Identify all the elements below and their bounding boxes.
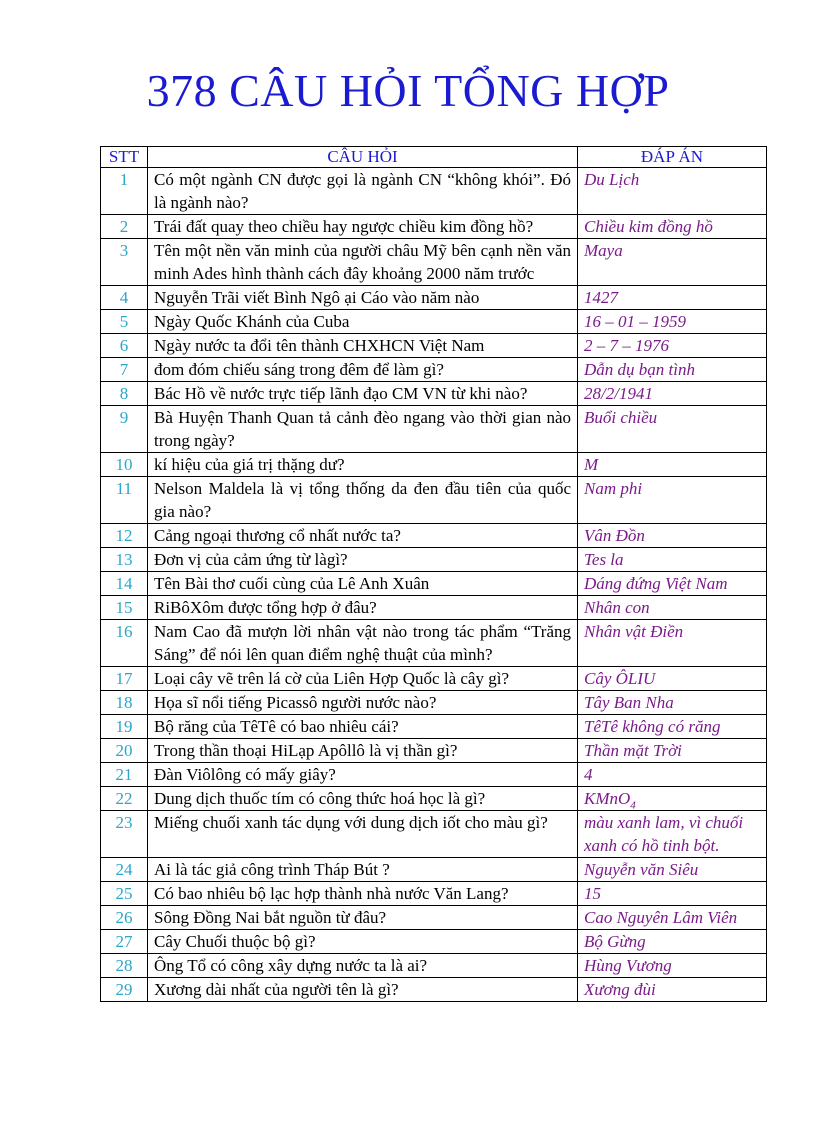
row-number: 15 xyxy=(101,596,148,620)
answer-cell: Nhân vật Điền xyxy=(578,620,767,667)
answer-cell: 16 – 01 – 1959 xyxy=(578,310,767,334)
answer-cell: Thần mặt Trời xyxy=(578,739,767,763)
table-row xyxy=(101,572,767,596)
table-row xyxy=(101,239,767,286)
row-number: 26 xyxy=(101,906,148,930)
table-header-row xyxy=(101,147,767,168)
table-row xyxy=(101,334,767,358)
table-row xyxy=(101,596,767,620)
answer-cell: 1427 xyxy=(578,286,767,310)
table-row xyxy=(101,882,767,906)
question-cell: Ngày nước ta đổi tên thành CHXHCN Việt Nam xyxy=(148,334,578,358)
question-cell: Ông Tổ có công xây dựng nước ta là ai? xyxy=(148,954,578,978)
question-cell: Đơn vị của cảm ứng từ làgì? xyxy=(148,548,578,572)
row-number: 28 xyxy=(101,954,148,978)
row-number: 17 xyxy=(101,667,148,691)
question-table xyxy=(100,146,767,1002)
table-row xyxy=(101,811,767,858)
answer-cell xyxy=(578,787,767,811)
question-cell: Cây Chuối thuộc bộ gì? xyxy=(148,930,578,954)
row-number: 10 xyxy=(101,453,148,477)
table-row xyxy=(101,954,767,978)
answer-cell: Xương đùi xyxy=(578,978,767,1002)
question-cell: Trái đất quay theo chiều hay ngược chiều kim đồng hồ? xyxy=(148,215,578,239)
row-number: 11 xyxy=(101,477,148,524)
header-answer: ĐÁP ÁN xyxy=(578,147,767,168)
question-cell: Họa sĩ nổi tiếng Picassô người nước nào? xyxy=(148,691,578,715)
answer-cell: Dẫn dụ bạn tình xyxy=(578,358,767,382)
row-number: 1 xyxy=(101,168,148,215)
answer-cell: 4 xyxy=(578,763,767,787)
question-cell: Nelson Maldela là vị tổng thống da đen đầu tiên của quốc gia nào? xyxy=(148,477,578,524)
answer-subscript: 4 xyxy=(630,799,636,812)
row-number: 6 xyxy=(101,334,148,358)
table-row xyxy=(101,739,767,763)
row-number: 22 xyxy=(101,787,148,811)
answer-cell: Tây Ban Nha xyxy=(578,691,767,715)
answer-cell: M xyxy=(578,453,767,477)
question-cell: kí hiệu của giá trị thặng dư? xyxy=(148,453,578,477)
row-number: 7 xyxy=(101,358,148,382)
question-cell: Đàn Viôlông có mấy giây? xyxy=(148,763,578,787)
answer-cell: Nam phi xyxy=(578,477,767,524)
row-number: 25 xyxy=(101,882,148,906)
answer-cell: Vân Đồn xyxy=(578,524,767,548)
table-row xyxy=(101,763,767,787)
question-cell: Có một ngành CN được gọi là ngành CN “không khói”. Đó là ngành nào? xyxy=(148,168,578,215)
row-number: 14 xyxy=(101,572,148,596)
table-row xyxy=(101,215,767,239)
answer-cell: 15 xyxy=(578,882,767,906)
header-stt: STT xyxy=(101,147,148,168)
table-row xyxy=(101,667,767,691)
table-row xyxy=(101,978,767,1002)
answer-cell: Hùng Vương xyxy=(578,954,767,978)
table-row xyxy=(101,930,767,954)
row-number: 4 xyxy=(101,286,148,310)
table-row xyxy=(101,453,767,477)
table-row xyxy=(101,548,767,572)
answer-cell: TêTê không có răng xyxy=(578,715,767,739)
row-number: 16 xyxy=(101,620,148,667)
question-cell: Sông Đồng Nai bắt nguồn từ đâu? xyxy=(148,906,578,930)
answer-cell: 28/2/1941 xyxy=(578,382,767,406)
row-number: 8 xyxy=(101,382,148,406)
row-number: 12 xyxy=(101,524,148,548)
question-cell: Tên một nền văn minh của người châu Mỹ bên cạnh nền văn minh Ades hình thành cách đây khoảng 2000 năm trước xyxy=(148,239,578,286)
answer-cell: Maya xyxy=(578,239,767,286)
question-cell: Nguyễn Trãi viết Bình Ngô ại Cáo vào năm nào xyxy=(148,286,578,310)
table-row xyxy=(101,168,767,215)
row-number: 23 xyxy=(101,811,148,858)
table-row xyxy=(101,715,767,739)
page-title: 378 CÂU HỎI TỔNG HỢP xyxy=(146,65,670,116)
row-number: 20 xyxy=(101,739,148,763)
table-row xyxy=(101,858,767,882)
row-number: 3 xyxy=(101,239,148,286)
answer-cell: Chiều kim đồng hồ xyxy=(578,215,767,239)
answer-cell: Cây ÔLIU xyxy=(578,667,767,691)
answer-cell: Du Lịch xyxy=(578,168,767,215)
row-number: 29 xyxy=(101,978,148,1002)
row-number: 27 xyxy=(101,930,148,954)
table-row xyxy=(101,787,767,811)
question-cell: đom đóm chiếu sáng trong đêm để làm gì? xyxy=(148,358,578,382)
answer-cell: Dáng đứng Việt Nam xyxy=(578,572,767,596)
table-row xyxy=(101,406,767,453)
question-cell: Ngày Quốc Khánh của Cuba xyxy=(148,310,578,334)
answer-cell: Nguyễn văn Siêu xyxy=(578,858,767,882)
answer-cell: màu xanh lam, vì chuối xanh có hồ tinh bột. xyxy=(578,811,767,858)
header-question: CÂU HỎI xyxy=(148,147,578,168)
table-row xyxy=(101,358,767,382)
question-cell: RiBôXôm được tổng hợp ở đâu? xyxy=(148,596,578,620)
row-number: 24 xyxy=(101,858,148,882)
question-cell: Xương dài nhất của người tên là gì? xyxy=(148,978,578,1002)
question-cell: Loại cây vẽ trên lá cờ của Liên Hợp Quốc là cây gì? xyxy=(148,667,578,691)
answer-text: KMnO xyxy=(584,789,631,808)
table-row xyxy=(101,691,767,715)
row-number: 5 xyxy=(101,310,148,334)
table-row xyxy=(101,906,767,930)
table-row xyxy=(101,286,767,310)
question-cell: Nam Cao đã mượn lời nhân vật nào trong tác phẩm “Trăng Sáng” để nói lên quan điểm nghệ thuật của mình? xyxy=(148,620,578,667)
row-number: 18 xyxy=(101,691,148,715)
answer-cell: Bộ Gừng xyxy=(578,930,767,954)
row-number: 19 xyxy=(101,715,148,739)
table-row xyxy=(101,620,767,667)
answer-cell: Nhân con xyxy=(578,596,767,620)
question-cell: Cảng ngoại thương cổ nhất nước ta? xyxy=(148,524,578,548)
question-cell: Bà Huyện Thanh Quan tả cảnh đèo ngang vào thời gian nào trong ngày? xyxy=(148,406,578,453)
table-row xyxy=(101,382,767,406)
row-number: 2 xyxy=(101,215,148,239)
question-cell: Tên Bài thơ cuối cùng của Lê Anh Xuân xyxy=(148,572,578,596)
question-cell: Có bao nhiêu bộ lạc hợp thành nhà nước Văn Lang? xyxy=(148,882,578,906)
question-cell: Dung dịch thuốc tím có công thức hoá học là gì? xyxy=(148,787,578,811)
answer-cell: 2 – 7 – 1976 xyxy=(578,334,767,358)
row-number: 9 xyxy=(101,406,148,453)
row-number: 21 xyxy=(101,763,148,787)
question-cell: Bác Hồ về nước trực tiếp lãnh đạo CM VN từ khi nào? xyxy=(148,382,578,406)
question-cell: Trong thần thoại HiLạp Apôllô là vị thần gì? xyxy=(148,739,578,763)
answer-cell: Buổi chiều xyxy=(578,406,767,453)
question-cell: Ai là tác giả công trình Tháp Bút ? xyxy=(148,858,578,882)
table-row xyxy=(101,524,767,548)
answer-cell: Cao Nguyên Lâm Viên xyxy=(578,906,767,930)
table-row xyxy=(101,477,767,524)
question-cell: Miếng chuối xanh tác dụng với dung dịch iốt cho màu gì? xyxy=(148,811,578,858)
row-number: 13 xyxy=(101,548,148,572)
question-cell: Bộ răng của TêTê có bao nhiêu cái? xyxy=(148,715,578,739)
answer-cell: Tes la xyxy=(578,548,767,572)
table-row xyxy=(101,310,767,334)
